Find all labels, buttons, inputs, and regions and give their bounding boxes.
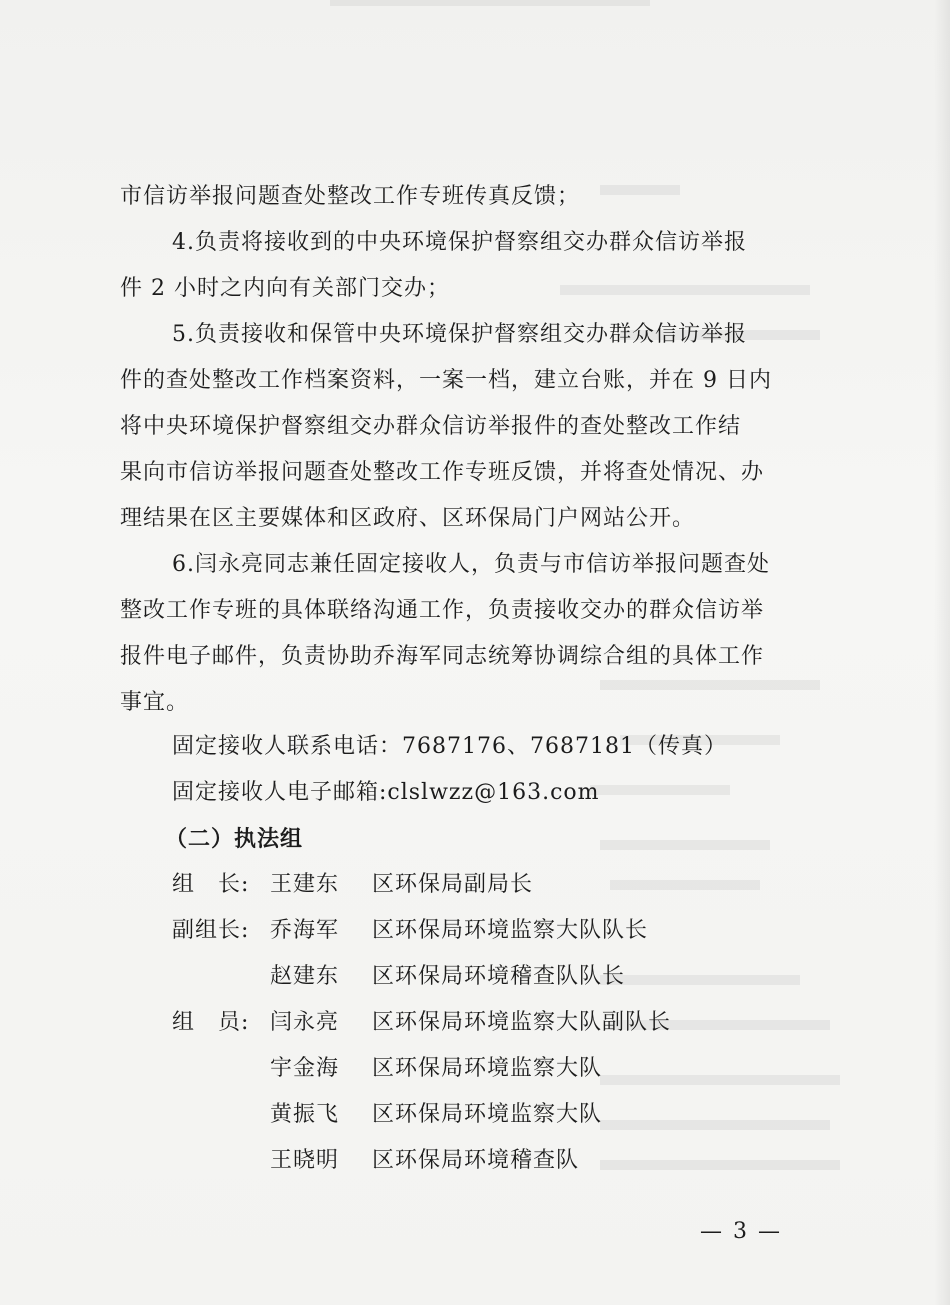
member-title-3: 区环保局环境稽查队队长 <box>372 964 626 989</box>
contact-phone-line: 固定接收人联系电话：7687176、7687181（传真） <box>172 734 727 759</box>
paragraph-line-1: 市信访举报问题查处整改工作专班传真反馈； <box>120 184 581 209</box>
paragraph-line-9: 6.闫永亮同志兼任固定接收人，负责与市信访举报问题查处 <box>172 552 770 577</box>
member-name-5: 宇金海 <box>270 1056 340 1081</box>
member-title-4: 区环保局环境监察大队副队长 <box>372 1010 672 1035</box>
paragraph-line-4: 5.负责接收和保管中央环境保护督察组交办群众信访举报 <box>172 322 747 347</box>
member-name-3: 赵建东 <box>270 964 340 989</box>
paragraph-line-8: 理结果在区主要媒体和区政府、区环保局门户网站公开。 <box>120 506 696 531</box>
paragraph-line-2: 4.负责将接收到的中央环境保护督察组交办群众信访举报 <box>172 230 747 255</box>
member-role-1: 组 长: <box>172 872 250 897</box>
member-role-2: 副组长: <box>172 918 250 943</box>
paragraph-line-6: 将中央环境保护督察组交办群众信访举报件的查处整改工作结 <box>120 414 742 439</box>
contact-email-line: 固定接收人电子邮箱:clslwzz@163.com <box>172 780 600 805</box>
paragraph-line-7: 果向市信访举报问题查处整改工作专班反馈，并将查处情况、办 <box>120 460 765 485</box>
member-name-7: 王晓明 <box>270 1148 340 1173</box>
paragraph-line-3: 件 2 小时之内向有关部门交办； <box>120 276 450 301</box>
paragraph-line-10: 整改工作专班的具体联络沟通工作，负责接收交办的群众信访举 <box>120 598 765 623</box>
paragraph-line-5: 件的查处整改工作档案资料，一案一档，建立台账，并在 9 日内 <box>120 368 772 393</box>
member-title-5: 区环保局环境监察大队 <box>372 1056 603 1081</box>
member-name-2: 乔海军 <box>270 918 340 943</box>
paragraph-line-12: 事宜。 <box>120 690 190 715</box>
member-title-2: 区环保局环境监察大队队长 <box>372 918 649 943</box>
member-title-7: 区环保局环境稽查队 <box>372 1148 580 1173</box>
member-name-4: 闫永亮 <box>270 1010 340 1035</box>
member-title-6: 区环保局环境监察大队 <box>372 1102 603 1127</box>
member-title-1: 区环保局副局长 <box>372 872 534 897</box>
member-name-6: 黄振飞 <box>270 1102 340 1127</box>
page-edge-shadow <box>934 0 950 1305</box>
member-name-1: 王建东 <box>270 872 340 897</box>
paragraph-line-11: 报件电子邮件，负责协助乔海军同志统筹协调综合组的具体工作 <box>120 644 765 669</box>
section-heading: （二）执法组 <box>165 826 304 852</box>
page-number: — 3 — <box>700 1219 782 1244</box>
member-role-4: 组 员: <box>172 1010 250 1035</box>
